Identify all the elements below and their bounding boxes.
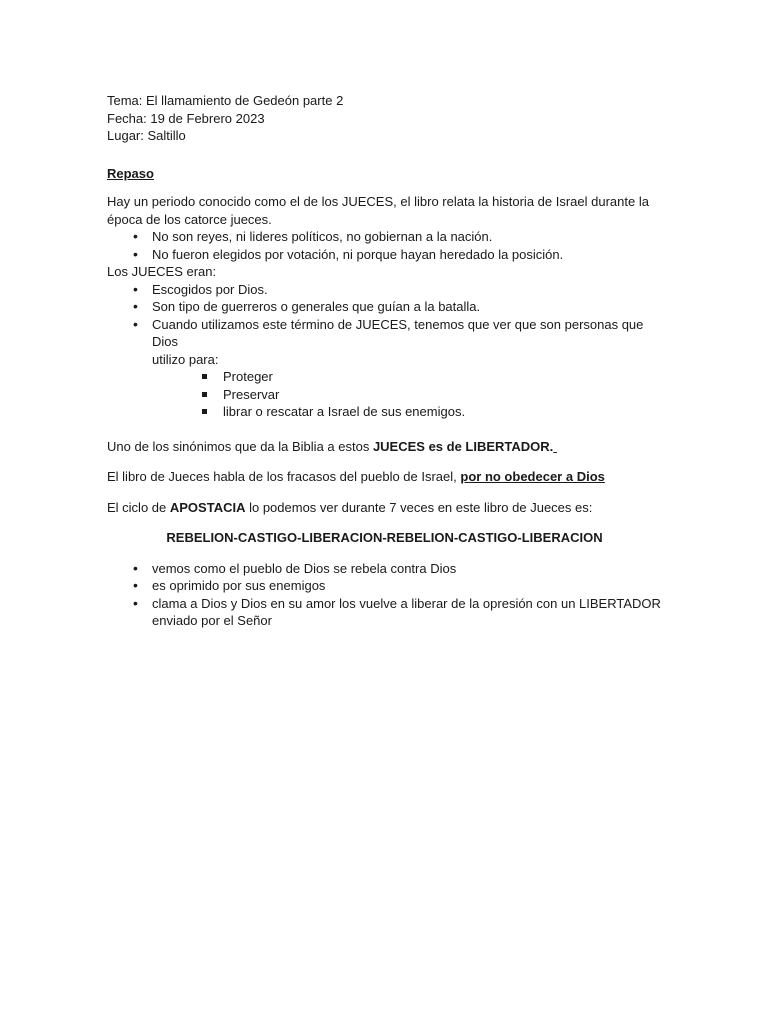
intro-line-2: época de los catorce jueces.	[107, 211, 272, 227]
sinonimo-underline-tail	[553, 439, 557, 454]
ciclo-bold: APOSTACIA	[169, 499, 246, 515]
bullets-b	[107, 281, 668, 369]
jueces-eran-line: Los JUECES eran:	[107, 264, 217, 279]
fracasos-bold-underline: por no obedecer a Dios	[460, 469, 605, 484]
list-item: • es oprimido por sus enemigos	[133, 577, 668, 595]
fecha-line: Fecha: 19 de Febrero 2023	[107, 110, 265, 126]
bullets-a	[107, 228, 668, 263]
list-item	[133, 595, 668, 630]
sub-bullets	[107, 368, 668, 421]
ciclo-center-title: REBELION-CASTIGO-LIBERACION-REBELION-CASTIGO-LIBERACION	[166, 530, 603, 545]
sub-list-item: Proteger	[200, 368, 668, 386]
spacer	[107, 547, 668, 560]
intro-line-1: Hay un periodo conocido como el de los JUECES, el libro relata la historia de Israel durante la	[107, 194, 649, 209]
spacer	[107, 516, 668, 529]
ciclo-text-after: lo podemos ver durante 7 veces en este libro de Jueces es:	[245, 499, 593, 515]
list-item: • Escogidos por Dios.	[133, 281, 668, 299]
ciclo-bullets	[107, 560, 668, 630]
ciclo-text-before: El ciclo de	[107, 499, 170, 515]
list-item: • No son reyes, ni lideres políticos, no gobiernan a la nación.	[133, 228, 668, 246]
list-item-text: clama a Dios y Dios en su amor los vuelve a liberar de la opresión con un LIBERTADOR	[152, 595, 661, 611]
tema-line: Tema: El llamamiento de Gedeón parte 2	[107, 93, 344, 108]
sub-list-item: librar o rescatar a Israel de sus enemigos.	[200, 403, 668, 421]
list-item-text-cont: enviado por el Señor	[152, 613, 272, 628]
fracasos-line	[107, 468, 668, 486]
sub-list-item: Preservar	[200, 386, 668, 404]
list-item: • Son tipo de guerreros o generales que guían a la batalla.	[133, 298, 668, 316]
lugar-line: Lugar: Saltillo	[107, 128, 186, 143]
sinonimo-line	[107, 438, 668, 456]
list-item-text-cont: utilizo para:	[152, 351, 219, 367]
header-block	[107, 92, 668, 145]
sinonimo-bold: JUECES es de LIBERTADOR.	[372, 438, 554, 454]
ciclo-line	[107, 499, 668, 517]
spacer	[107, 455, 668, 468]
list-item	[133, 316, 668, 369]
fracasos-text: El libro de Jueces habla de los fracasos del pueblo de Israel,	[107, 469, 461, 484]
sinonimo-text: Uno de los sinónimos que da la Biblia a estos	[107, 438, 373, 454]
spacer	[107, 421, 668, 438]
list-item: • No fueron elegidos por votación, ni porque hayan heredado la posición.	[133, 246, 668, 264]
list-item: • vemos como el pueblo de Dios se rebela contra Dios	[133, 560, 668, 578]
repaso-heading: Repaso	[107, 165, 154, 181]
list-item-text: Cuando utilizamos este término de JUECES, tenemos que ver que son personas que Dios	[152, 316, 644, 349]
spacer	[107, 486, 668, 499]
